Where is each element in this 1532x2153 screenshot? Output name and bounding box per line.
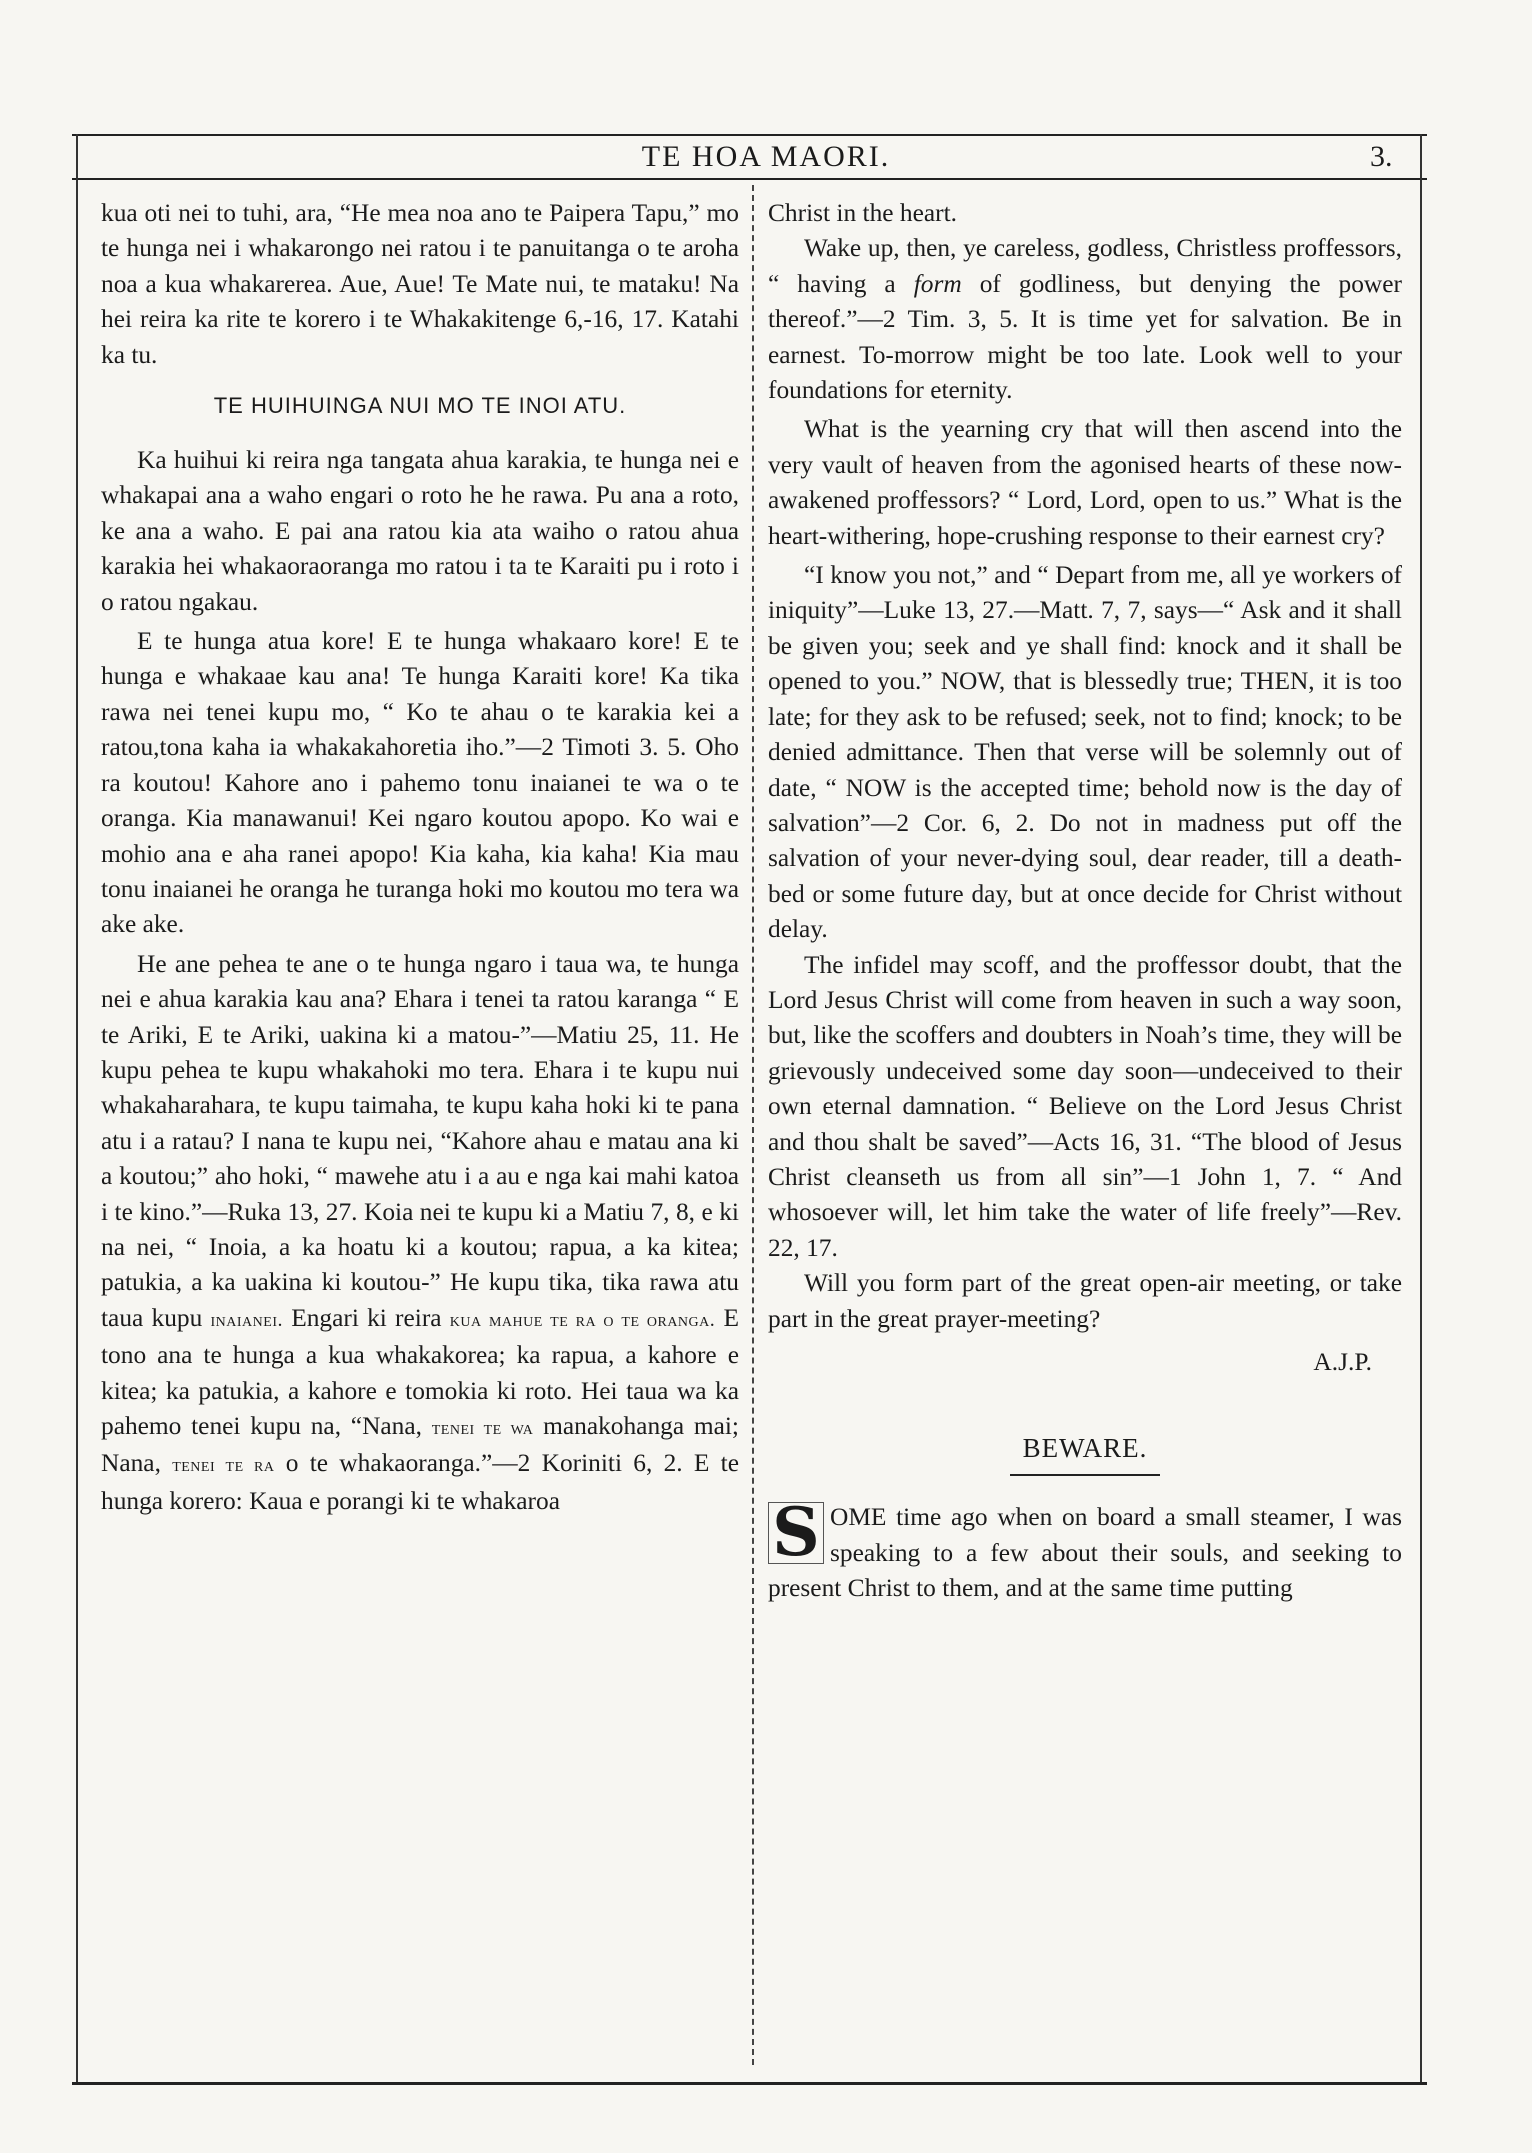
left-paragraph-1: kua oti nei to tuhi, ara, “He mea noa ano te Paipera Tapu,” mo te hunga nei i whakarongo nei ratou i te panuitanga o te aroha noa a kua whakarerea. Aue, Aue! Te Mate nui, te mataku! Na hei reira ka rite te korero i te Whakakitenge 6,-16, 17. Katahi ka tu. [101, 199, 739, 369]
page-header-title: TE HOA MAORI. [641, 140, 891, 173]
right-paragraph-6: Will you form part of the great open-air meeting, or take part in the great prayer-meeting? [768, 1269, 1402, 1333]
signature: A.J.P. [1313, 1348, 1372, 1376]
right-paragraph-1: Christ in the heart. [768, 199, 957, 227]
left-p4-smallcaps-1: inaianei. [210, 1308, 283, 1331]
left-p4-text-c: E tono ana te hunga a kua whakakorea; ka rapua, a kahore e kitea; ka patukia, a kahore e tomokia ki roto. Hei taua wa ka pahemo tenei kupu na, “Nana, [101, 1303, 739, 1440]
right-paragraph-7 [768, 1493, 1402, 1606]
bottom-rule [72, 2082, 1427, 2085]
right-paragraph-2 [768, 231, 1402, 408]
left-p4-text-b: Engari ki reira [291, 1303, 442, 1332]
left-p4-text-e: o te whakaoranga.”—2 Koriniti 6, 2. E te hunga korero: Kaua e porangi ki te whakaroa [101, 1449, 739, 1515]
column-divider [752, 185, 754, 2065]
header-rule [72, 178, 1427, 180]
right-p2-text-a: Wake up, then, ye careless, godless, Christless proffessors, “ having a [768, 234, 1402, 298]
top-rule [72, 134, 1427, 136]
right-p7-text: OME time ago when on board a small steamer, I was speaking to a few about their souls, and seeking to present Christ to them, and at the same time putting [768, 1503, 1402, 1603]
right-paragraph-4: “I know you not,” and “ Depart from me, all ye workers of iniquity”—Luke 13, 27.—Matt. 7, 7, says—“ Ask and it shall be given you; seek and ye shall find: knock and it shall be opened to you.” NOW, that is blessedly true; THEN, it is too late; for they ask to be refused; seek, not to find; knock; to be denied admittance. Then that verse will be solemnly out of date, “ NOW is the accepted time; behold now is the day of salvation”—2 Cor. 6, 2. Do not in madness put off the salvation of your never-dying soul, dear reader, till a death-bed or some future day, but at once decide for Christ without delay. [768, 561, 1402, 944]
right-paragraph-3: What is the yearning cry that will then ascend into the very vault of heaven from the agonised hearts of these now-awakened proffessors? “ Lord, Lord, open to us.” What is the heart-withering, hope-crushing response to their earnest cry? [768, 415, 1402, 550]
left-border [76, 134, 78, 2084]
left-paragraph-4 [101, 947, 739, 1520]
page-number: 3. [1370, 140, 1393, 173]
left-p4-smallcaps-3: tenei te wa [431, 1417, 534, 1439]
right-border [1420, 134, 1422, 2084]
section-heading-prayer-meeting: TE HUIHUINGA NUI MO TE INOI ATU. [213, 393, 627, 419]
title-underline [1010, 1474, 1160, 1476]
right-paragraph-5: The infidel may scoff, and the proffessor doubt, that the Lord Jesus Christ will come from heaven in such a way soon, but, like the scoffers and doubters in Noah’s time, they will be grievously undeceived some day soon—undeceived to their own eternal damnation. “ Believe on the Lord Jesus Christ and thou shalt be saved”—Acts 16, 31. “The blood of Jesus Christ cleanseth us from all sin”—1 John 1, 7. “ And whosoever will, let him take the water of life freely”—Rev. 22, 17. [768, 950, 1402, 1262]
right-column [768, 196, 1402, 1607]
section-title-beware: BEWARE. [1022, 1433, 1148, 1464]
right-p2-text-b: of godliness, but denying the power thereof.”—2 Tim. 3, 5. It is time yet for salvation. Be in earnest. To-morrow might be too late. Look well to your foundations for eternity. [768, 269, 1402, 405]
left-p4-text-a: He ane pehea te ane o te hunga ngaro i taua wa, te hunga nei e ahua karakia kau ana? Ehara i tenei ta ratou karanga “ E te Ariki, E te Ariki, uakina ki a matou-”—Matiu 25, 11. He kupu pehea te kupu whakahoki mo tera. Ehara i te kupu nui whakaharahara, te kupu taimaha, te kupu kaha hoki ki te pana atu i a ratau? I nana te kupu nei, “Kahore ahau e matau ana ki a koutou;” aho hoki, “ mawehe atu i a au e nga kai mahi katoa i te kino.”—Ruka 13, 27. Koia nei te kupu ki a Matiu 7, 8, e ki na nei, “ Inoia, a ka hoatu ki a koutou; rapua, a ka kitea; patukia, a ka uakina ki koutou-” He kupu tika, tika rawa atu taua kupu [101, 949, 739, 1332]
right-p2-italic: form [913, 269, 962, 298]
left-p4-smallcaps-4: tenei te ra [172, 1454, 275, 1477]
drop-cap: S [768, 1502, 824, 1564]
left-column [101, 196, 739, 1519]
left-paragraph-2: Ka huihui ki reira nga tangata ahua karakia, te hunga nei e whakapai ana a waho engari o roto he he rawa. Pu ana a roto, ke ana a waho. E pai ana ratou kia ata waiho o ratou ahua karakia hei whakaoraoranga mo ratou i ta te Karaiti pu i roto i o ratou ngakau. [101, 446, 739, 616]
left-p4-text-d: manakohanga mai; Nana, [101, 1412, 739, 1478]
left-p4-smallcaps-2: kua mahue te ra o te oranga. [449, 1308, 716, 1331]
left-paragraph-3: E te hunga atua kore! E te hunga whakaaro kore! E te hunga e whakaae kau ana! Te hunga Karaiti kore! Ka tika rawa nei tenei kupu mo, “ Ko te ahau o te karakia kei a ratou,tona kaha ia whakakahoretia iho.”—2 Timoti 3. 5. Oho ra koutou! Kahore ano i pahemo tonu inaianei te wa o te oranga. Kia manawanui! Kei ngaro koutou apopo. Ko wai e mohio ana e aha ranei apopo! Kia kaha, kia kaha! Kia mau tonu inaianei he oranga he turanga hoki mo koutou mo tera wa ake ake. [101, 627, 739, 939]
